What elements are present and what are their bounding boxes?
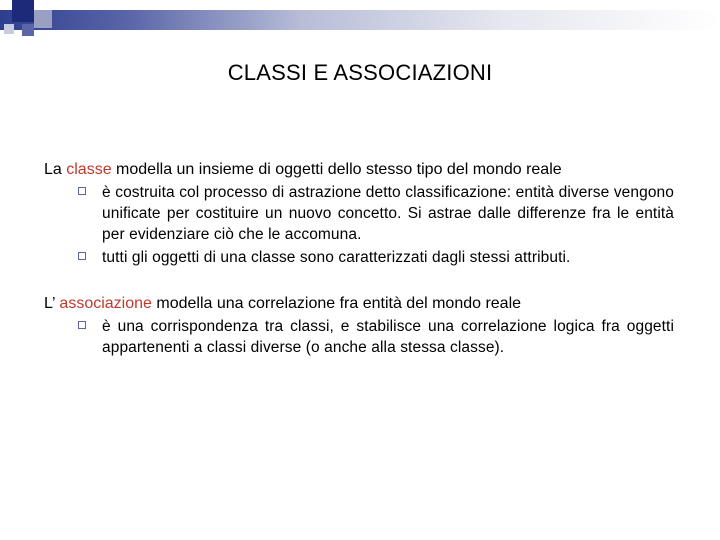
list-item [44, 316, 674, 358]
slide-content [44, 160, 674, 358]
header-square-dark [12, 0, 34, 22]
slide-title: CLASSI E ASSOCIAZIONI [227, 60, 493, 85]
section-classe-suffix: modella un insieme di oggetti dello stesso tipo del mondo reale [111, 161, 562, 178]
term-classe: classe [66, 161, 112, 178]
list-item [44, 247, 674, 268]
header-square-pale [4, 24, 14, 34]
section-classe-list [44, 182, 674, 268]
section-classe-prefix: La [44, 161, 67, 178]
section-associazione-suffix: modella una correlazione fra entità del mondo reale [151, 295, 522, 312]
list-item-text: è costruita col processo di astrazione detto classificazione: entità diverse vengono unificate per costituire un nuovo concetto. Si astrae dalle differenze fra le entità per evidenziare ciò che le accomuna. [102, 184, 674, 243]
list-item [44, 182, 674, 245]
header-square-light [34, 10, 52, 28]
term-associazione: associazione [59, 295, 152, 312]
header-gradient-band [0, 10, 720, 30]
section-associazione-prefix: L’ [44, 295, 60, 312]
hollow-square-bullet-icon [78, 252, 86, 260]
section-classe-heading [44, 160, 674, 180]
hollow-square-bullet-icon [78, 187, 86, 195]
list-item-text: tutti gli oggetti di una classe sono caratterizzati dagli stessi attributi. [102, 249, 571, 266]
list-item-text: è una corrispondenza tra classi, e stabilisce una correlazione logica fra oggetti appartenenti a classi diverse (o anche alla stessa classe). [102, 318, 674, 356]
header-square-mid [22, 24, 34, 36]
section-associazione-list [44, 316, 674, 358]
hollow-square-bullet-icon [78, 321, 86, 329]
section-associazione-heading [44, 294, 674, 314]
